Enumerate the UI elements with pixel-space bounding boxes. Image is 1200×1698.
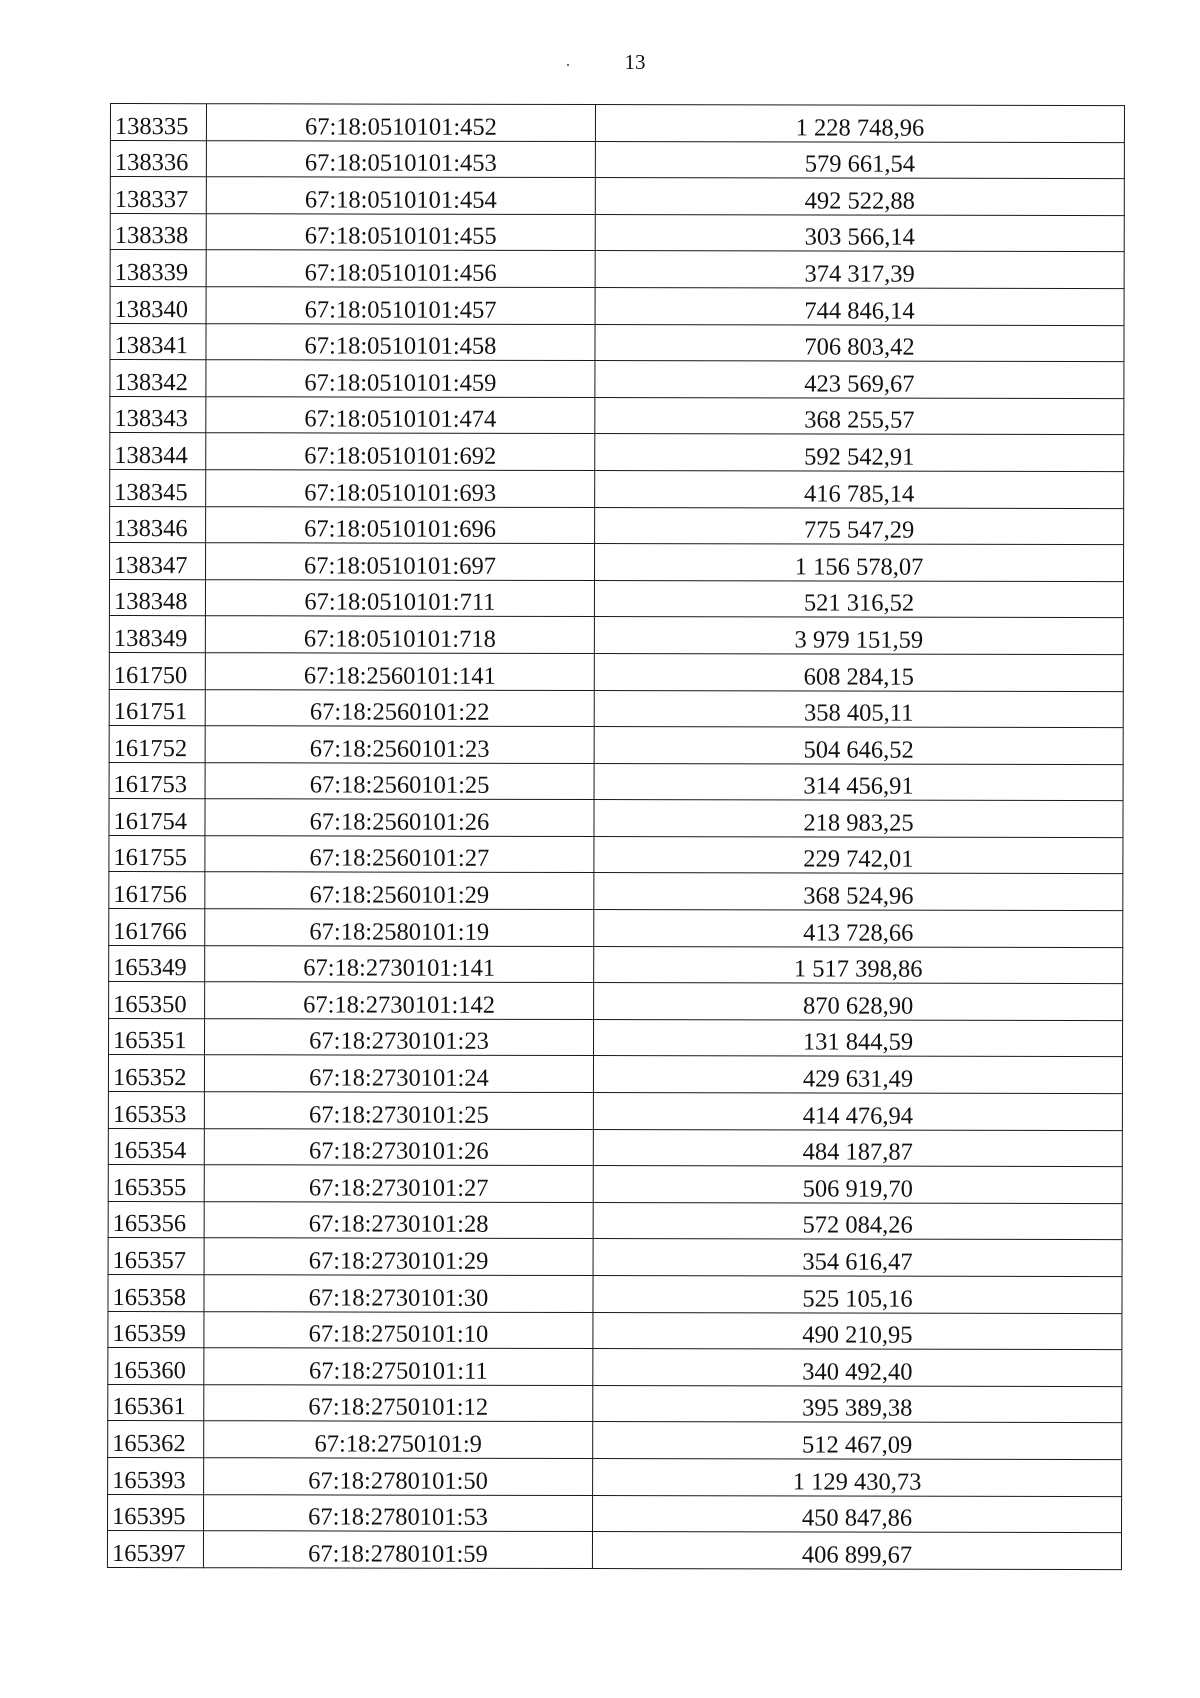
cadastral-number-cell: 67:18:2730101:142 [205, 982, 594, 1019]
cadastral-number-cell: 67:18:2730101:25 [204, 1092, 593, 1129]
cadastral-number-cell: 67:18:2750101:9 [204, 1421, 593, 1458]
cadastral-number-cell: 67:18:2560101:25 [205, 762, 594, 799]
object-id-cell: 138336 [110, 140, 206, 177]
cadastral-number-cell: 67:18:2750101:10 [204, 1311, 593, 1348]
object-id-cell: 165361 [108, 1384, 204, 1421]
table-row [109, 1018, 1123, 1057]
object-id-cell: 138346 [110, 506, 206, 543]
table-row [108, 1274, 1122, 1313]
table-body [107, 104, 1124, 1570]
cadastral-value-cell: 395 389,38 [593, 1385, 1122, 1423]
cadastral-number-cell: 67:18:2780101:53 [204, 1494, 593, 1531]
cadastral-number-cell: 67:18:0510101:452 [206, 104, 595, 141]
cadastral-value-cell: 218 983,25 [594, 800, 1123, 838]
cadastral-number-cell: 67:18:2580101:19 [205, 909, 594, 946]
table-row [109, 945, 1123, 984]
cadastral-number-cell: 67:18:2560101:22 [205, 689, 594, 726]
object-id-cell: 165395 [108, 1494, 204, 1531]
cadastral-number-cell: 67:18:2780101:50 [204, 1458, 593, 1495]
scan-speck [567, 64, 569, 66]
table-row [108, 1348, 1122, 1387]
cadastral-number-cell: 67:18:0510101:718 [205, 616, 594, 653]
cadastral-value-cell: 490 210,95 [593, 1312, 1122, 1350]
cadastral-value-cell: 450 847,86 [593, 1495, 1122, 1533]
cadastral-value-cell: 416 785,14 [595, 470, 1124, 508]
object-id-cell: 165362 [108, 1421, 204, 1458]
cadastral-number-cell: 67:18:2780101:59 [203, 1531, 592, 1568]
cadastral-number-cell: 67:18:0510101:456 [206, 250, 595, 287]
cadastral-number-cell: 67:18:2750101:11 [204, 1348, 593, 1385]
object-id-cell: 138349 [109, 616, 205, 653]
cadastral-value-cell: 413 728,66 [594, 910, 1123, 948]
object-id-cell: 165349 [109, 945, 205, 982]
object-id-cell: 138341 [110, 323, 206, 360]
cadastral-value-cell: 579 661,54 [595, 141, 1124, 179]
object-id-cell: 165350 [109, 982, 205, 1019]
cadastral-number-cell: 67:18:2730101:24 [204, 1055, 593, 1092]
cadastral-value-cell: 1 228 748,96 [595, 105, 1124, 143]
object-id-cell: 161751 [109, 689, 205, 726]
table-row [110, 250, 1124, 289]
table-row [108, 1238, 1122, 1277]
cadastral-number-cell: 67:18:0510101:453 [206, 140, 595, 177]
cadastral-value-cell: 706 803,42 [595, 324, 1124, 362]
cadastral-number-cell: 67:18:0510101:474 [206, 396, 595, 433]
object-id-cell: 165393 [108, 1457, 204, 1494]
object-id-cell: 165397 [107, 1531, 203, 1568]
object-id-cell: 138337 [110, 177, 206, 214]
cadastral-value-cell: 368 524,96 [594, 873, 1123, 911]
table-row [108, 1494, 1122, 1533]
table-row [108, 1457, 1122, 1496]
table-row [109, 726, 1123, 765]
cadastral-value-cell: 506 919,70 [593, 1166, 1122, 1204]
cadastral-number-cell: 67:18:2560101:27 [205, 836, 594, 873]
table-row [108, 1421, 1122, 1460]
object-id-cell: 165358 [108, 1274, 204, 1311]
table-row [109, 982, 1123, 1021]
cadastral-value-cell: 608 284,15 [594, 653, 1123, 691]
cadastral-value-cell: 870 628,90 [594, 983, 1123, 1021]
cadastral-number-cell: 67:18:2560101:29 [205, 872, 594, 909]
cadastral-number-cell: 67:18:2730101:27 [204, 1165, 593, 1202]
cadastral-number-cell: 67:18:2730101:28 [204, 1202, 593, 1239]
cadastral-number-cell: 67:18:2730101:29 [204, 1238, 593, 1275]
cadastral-number-cell: 67:18:0510101:696 [206, 506, 595, 543]
cadastral-value-cell: 354 616,47 [593, 1239, 1122, 1277]
cadastral-number-cell: 67:18:2560101:141 [205, 653, 594, 690]
cadastral-value-cell: 525 105,16 [593, 1276, 1122, 1314]
table-row [110, 104, 1124, 143]
cadastral-value-cell: 592 542,91 [595, 434, 1124, 472]
object-id-cell: 161766 [109, 909, 205, 946]
cadastral-number-cell: 67:18:2560101:26 [205, 799, 594, 836]
table-row [109, 872, 1123, 911]
object-id-cell: 161753 [109, 762, 205, 799]
object-id-cell: 161756 [109, 872, 205, 909]
object-id-cell: 161755 [109, 835, 205, 872]
cadastral-value-table [107, 103, 1125, 1570]
object-id-cell: 138347 [110, 543, 206, 580]
object-id-cell: 161750 [109, 652, 205, 689]
object-id-cell: 165351 [109, 1018, 205, 1055]
table-row [110, 506, 1124, 545]
cadastral-value-cell: 303 566,14 [595, 214, 1124, 252]
cadastral-number-cell: 67:18:0510101:692 [206, 433, 595, 470]
table-row [108, 1092, 1122, 1131]
table-row [110, 286, 1124, 325]
cadastral-value-cell: 521 316,52 [594, 580, 1123, 618]
cadastral-number-cell: 67:18:0510101:454 [206, 177, 595, 214]
object-id-cell: 165360 [108, 1348, 204, 1385]
object-id-cell: 165353 [108, 1092, 204, 1129]
cadastral-value-cell: 429 631,49 [593, 1056, 1122, 1094]
table-row [110, 323, 1124, 362]
cadastral-value-cell: 512 467,09 [593, 1422, 1122, 1460]
table-row [110, 213, 1124, 252]
cadastral-value-cell: 131 844,59 [594, 1019, 1123, 1057]
table-row [109, 799, 1123, 838]
cadastral-value-cell: 1 129 430,73 [593, 1458, 1122, 1496]
page-number: 13 [624, 50, 646, 74]
object-id-cell: 165357 [108, 1238, 204, 1275]
object-id-cell: 138338 [110, 213, 206, 250]
cadastral-value-cell: 492 522,88 [595, 178, 1124, 216]
cadastral-number-cell: 67:18:0510101:457 [206, 287, 595, 324]
table-row [108, 1311, 1122, 1350]
cadastral-number-cell: 67:18:2730101:141 [205, 945, 594, 982]
object-id-cell: 165356 [108, 1201, 204, 1238]
table-row [110, 396, 1124, 435]
table-row [110, 543, 1124, 582]
table-row [109, 762, 1123, 801]
table-row [109, 835, 1123, 874]
cadastral-value-cell: 358 405,11 [594, 690, 1123, 728]
cadastral-value-cell: 368 255,57 [595, 397, 1124, 435]
cadastral-number-cell: 67:18:0510101:697 [206, 543, 595, 580]
table-row [108, 1055, 1122, 1094]
cadastral-value-cell: 374 317,39 [595, 251, 1124, 289]
cadastral-number-cell: 67:18:2730101:23 [205, 1019, 594, 1056]
table-row [109, 909, 1123, 948]
table-row [110, 140, 1124, 179]
cadastral-value-cell: 1 156 578,07 [595, 544, 1124, 582]
table-row [110, 433, 1124, 472]
cadastral-number-cell: 67:18:0510101:711 [205, 579, 594, 616]
object-id-cell: 138344 [110, 433, 206, 470]
object-id-cell: 138345 [110, 469, 206, 506]
object-id-cell: 161752 [109, 726, 205, 763]
object-id-cell: 138348 [109, 579, 205, 616]
table-row [109, 579, 1123, 618]
cadastral-number-cell: 67:18:2750101:12 [204, 1384, 593, 1421]
cadastral-number-cell: 67:18:2730101:30 [204, 1275, 593, 1312]
cadastral-value-cell: 572 084,26 [593, 1202, 1122, 1240]
cadastral-number-cell: 67:18:2560101:23 [205, 726, 594, 763]
object-id-cell: 138342 [110, 360, 206, 397]
cadastral-value-cell: 775 547,29 [595, 507, 1124, 545]
cadastral-value-cell: 414 476,94 [593, 1093, 1122, 1131]
object-id-cell: 165359 [108, 1311, 204, 1348]
table-row [110, 469, 1124, 508]
table-row [108, 1384, 1122, 1423]
cadastral-number-cell: 67:18:2730101:26 [204, 1128, 593, 1165]
table-row [108, 1165, 1122, 1204]
table-row [110, 360, 1124, 399]
object-id-cell: 138339 [110, 250, 206, 287]
object-id-cell: 165355 [108, 1165, 204, 1202]
table-row [108, 1201, 1122, 1240]
cadastral-value-cell: 504 646,52 [594, 727, 1123, 765]
cadastral-value-cell: 423 569,67 [595, 361, 1124, 399]
cadastral-number-cell: 67:18:0510101:458 [206, 323, 595, 360]
object-id-cell: 138340 [110, 286, 206, 323]
table-row [107, 1531, 1121, 1570]
cadastral-value-cell: 1 517 398,86 [594, 946, 1123, 984]
cadastral-value-cell: 406 899,67 [592, 1532, 1121, 1570]
cadastral-number-cell: 67:18:0510101:455 [206, 213, 595, 250]
cadastral-value-cell: 314 456,91 [594, 763, 1123, 801]
cadastral-value-cell: 744 846,14 [595, 287, 1124, 325]
cadastral-value-cell: 3 979 151,59 [594, 617, 1123, 655]
cadastral-number-cell: 67:18:0510101:693 [206, 470, 595, 507]
table-row [109, 616, 1123, 655]
cadastral-value-cell: 484 187,87 [593, 1129, 1122, 1167]
cadastral-number-cell: 67:18:0510101:459 [206, 360, 595, 397]
table-row [108, 1128, 1122, 1167]
object-id-cell: 165354 [108, 1128, 204, 1165]
table-row [110, 177, 1124, 216]
object-id-cell: 138343 [110, 396, 206, 433]
table-row [109, 652, 1123, 691]
cadastral-value-cell: 340 492,40 [593, 1349, 1122, 1387]
object-id-cell: 165352 [108, 1055, 204, 1092]
cadastral-value-cell: 229 742,01 [594, 836, 1123, 874]
object-id-cell: 138335 [110, 104, 206, 141]
table-row [109, 689, 1123, 728]
object-id-cell: 161754 [109, 799, 205, 836]
